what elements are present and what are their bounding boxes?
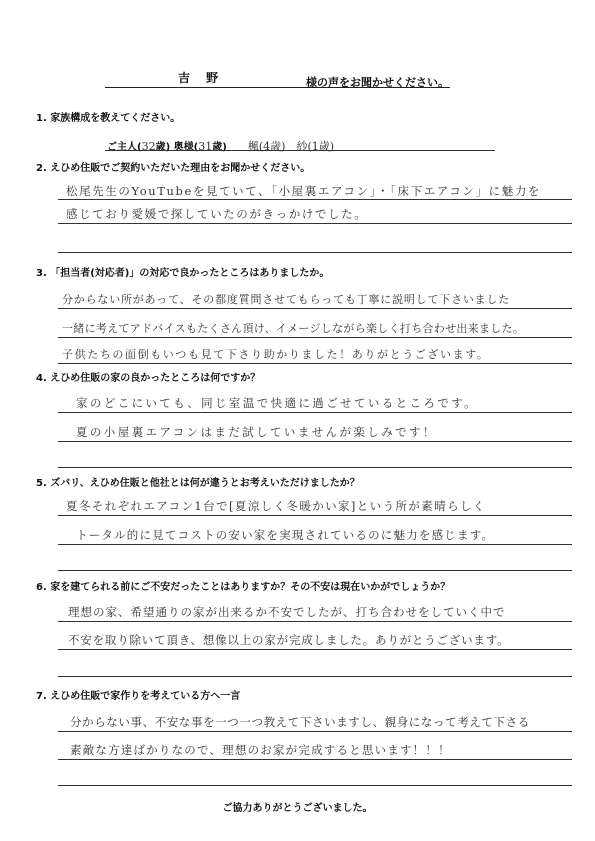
q4-answer-line-1: 家のどこにいても、同じ室温で快適に過ごせているところです。 xyxy=(76,396,479,410)
q3-answer-line-2: 一緒に考えてアドバイスもたくさん頂け、イメージしながら楽しく打ち合わせ出来ました。 xyxy=(62,322,525,335)
q6-rule-2 xyxy=(58,649,572,650)
q5-answer-line-2: トータル的に見てコストの安い家を実現されているのに魅力を感じます。 xyxy=(76,528,495,542)
question-3: 3. 「担当者(対応者)」の対応で良かったところはありましたか。 xyxy=(36,268,330,279)
q6-answer-line-1: 理想の家、希望通りの家が出来るか不安でしたが、打ち合わせをしていく中で xyxy=(68,605,506,619)
q5-rule-2 xyxy=(58,544,572,545)
q3-rule-3 xyxy=(58,363,572,364)
customer-name: 吉 野 xyxy=(178,71,225,85)
question-5: 5. ズバリ、えひめ住販と他社とは何が違うとお考えいただけましたか？ xyxy=(36,478,360,489)
q2-rule-3 xyxy=(58,252,572,253)
q4-rule-3 xyxy=(58,467,572,468)
q2-rule-1 xyxy=(58,199,572,200)
question-6: 6. 家を建てられる前にご不安だったことはありますか？その不安は現在いかがでしょうか？ xyxy=(36,582,451,593)
husband-label: ご主人( xyxy=(107,142,142,153)
q6-answer-line-2: 不安を取り除いて頂き、想像以上の家が完成しました。ありがとうございます。 xyxy=(68,633,510,647)
q3-answer-line-3: 子供たちの面倒もいつも見て下さり助かりました！ありがとうございます。 xyxy=(62,348,490,361)
q2-answer-line-2: 感じており愛媛で探していたのがきっかけでした。 xyxy=(66,207,368,221)
husband-age: 32 xyxy=(141,140,156,153)
q7-rule-2 xyxy=(58,759,572,760)
closing-thanks: ご協力ありがとうございました。 xyxy=(222,803,373,814)
q5-rule-3 xyxy=(58,570,572,571)
q2-answer-line-1: 松尾先生のYouTubeを見ていて、「小屋裏エアコン」・「床下エアコン」に魅力を xyxy=(66,184,542,198)
q4-answer-line-2: 夏の小屋裏エアコンはまだ試していませんが楽しみです！ xyxy=(76,425,437,439)
question-2: 2. えひめ住販でご契約いただいた理由をお聞かせください。 xyxy=(36,163,311,174)
q4-rule-1 xyxy=(58,412,572,413)
q5-answer-line-1: 夏冬それぞれエアコン1台で[夏涼しく冬暖かい家]という所が素晴らしく xyxy=(66,499,486,513)
question-7: 7. えひめ住販で家作りを考えている方へ一言 xyxy=(36,691,241,702)
q5-rule-1 xyxy=(58,515,572,516)
q7-answer-line-2: 素敵な方達ばかりなので、理想のお家が完成すると思います！！！ xyxy=(70,743,451,757)
question-1: 1. 家族構成を教えてください。 xyxy=(36,113,181,124)
children: 楓(4歳) 紗(1歳) xyxy=(247,140,335,153)
wife-age: 31 xyxy=(198,140,213,153)
q6-rule-3 xyxy=(58,676,572,677)
q7-rule-3 xyxy=(58,785,572,786)
q3-rule-1 xyxy=(58,308,572,309)
q7-answer-line-1: 分からない事、不安な事を一つ一つ教えて下さいますし、親身になって考えて下さる xyxy=(70,715,530,729)
q6-rule-1 xyxy=(58,621,572,622)
q1-rule xyxy=(105,150,495,151)
question-4: 4. えひめ住販の家の良かったところは何ですか？ xyxy=(36,373,261,384)
q2-rule-2 xyxy=(58,223,572,224)
q4-rule-2 xyxy=(58,441,572,442)
page-title: 様の声をお聞かせください。 xyxy=(306,76,449,89)
q3-answer-line-1: 分からない所があって、その都度質問させてもらっても丁寧に説明して下さいました xyxy=(62,293,511,306)
family-composition xyxy=(107,135,334,154)
wife-label: 歳) 奥様( xyxy=(155,142,199,153)
wife-suffix: 歳) xyxy=(212,142,227,153)
q7-rule-1 xyxy=(58,731,572,732)
q3-rule-2 xyxy=(58,337,572,338)
